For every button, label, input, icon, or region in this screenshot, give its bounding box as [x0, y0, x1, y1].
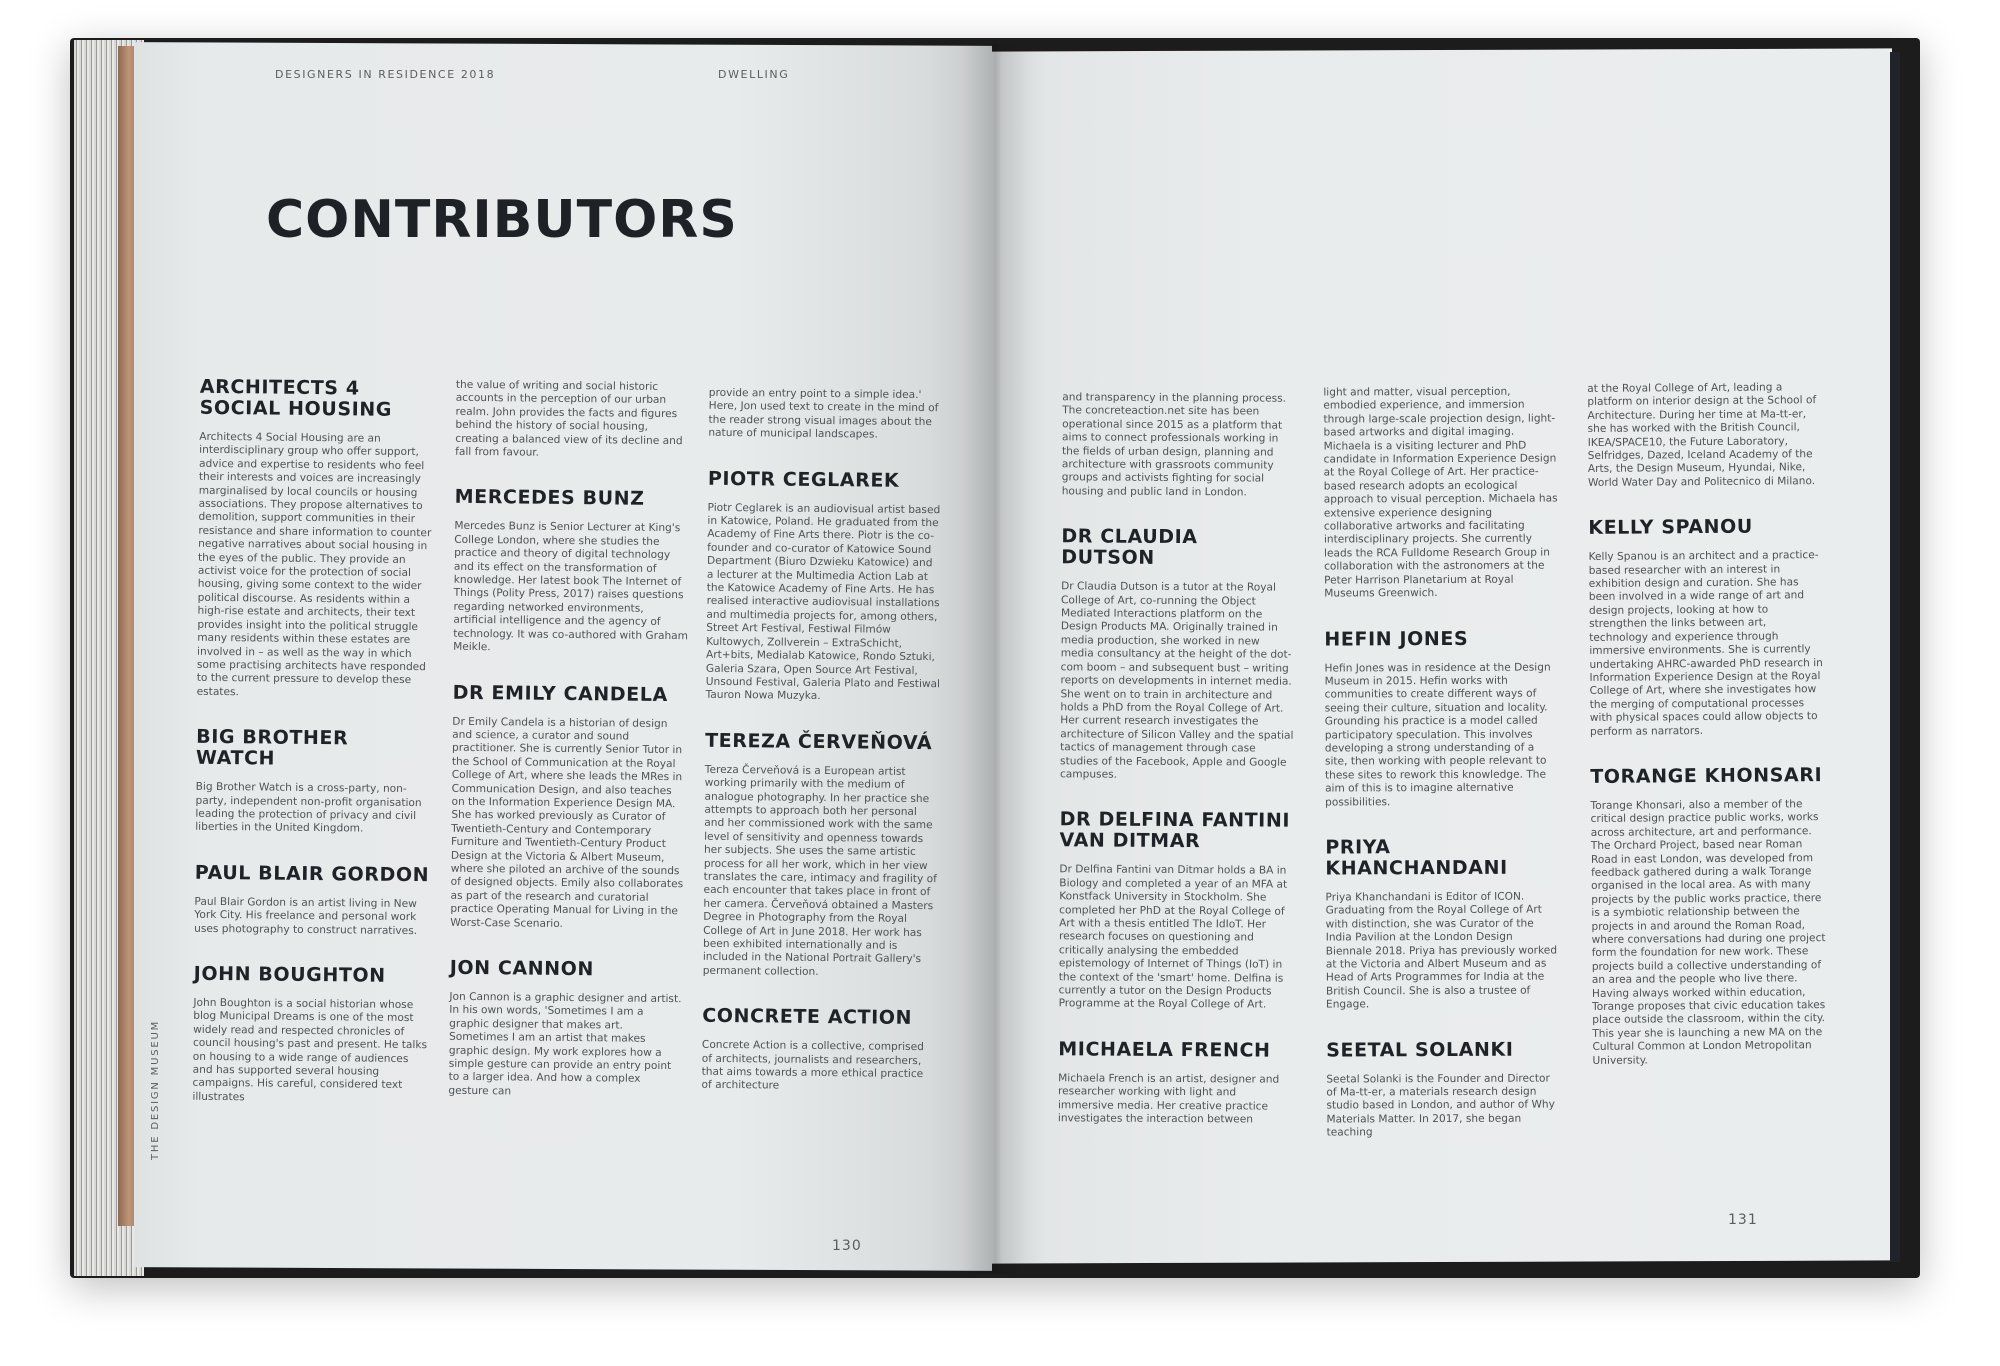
contributor-name: HEFIN JONES	[1324, 627, 1469, 651]
contributor-name: DR CLAUDIA DUTSON	[1061, 525, 1198, 570]
contributor-entry	[1325, 836, 1561, 1012]
contributor-name: DR DELFINA FANTINI VAN DITMAR	[1059, 808, 1291, 853]
contributor-bio: Mercedes Bunz is Senior Lecturer at King's College London, where she studies the practice and theory of digital technology and its effect on the transformation of knowledge. Her latest book The Internet of Things (Polity Press, 2017) raises questions regarding networked environments, artificial intelligence and the agency of technology. It was co-authored with Graham Meikle.	[453, 520, 689, 654]
continued-text: and transparency in the planning process. The concreteaction.net site has been operational since 2015 as a platform that aims to connect professionals working in the fields of urban design, planning and architecture with grassroots community groups and activists fighting for social housing and public land in London.	[1061, 391, 1287, 499]
contributor-name: PAUL BLAIR GORDON	[194, 861, 430, 886]
contributor-bio: Michaela French is an artist, designer and researcher working with light and immersive media. Her creative practice investigates the interaction between	[1057, 1072, 1280, 1126]
contributor-name: TORANGE KHONSARI	[1590, 764, 1823, 788]
contributor-bio: Dr Claudia Dutson is a tutor at the Royal College of Art, co-running the Object Mediated Interactions platform on the Design Products MA. Originally trained in media production, she worked in new media consultancy at the height of the dot-com boom – and subsequent bust – writing reports on developments in internet media. She went on to train in architecture and holds a PhD from the Royal College of Art. Her current research investigates the architecture of Silicon Valley and the spatial tactics of management through case studies of the Facebook, Apple and Google campuses.	[1059, 580, 1294, 781]
continued-text: provide an entry point to a simple idea.' Here, Jon used text to create in the mind of the reader strong visual images about the nature of municipal landscapes.	[708, 386, 939, 441]
contributor-bio: John Boughton is a social historian whose blog Municipal Dreams is one of the most widely read and respected chronicles of council housing's past and present. He talks on housing to a wide range of audiences and has supported several housing campaigns. His careful, considered text illustrates	[192, 996, 428, 1104]
contributor-entry	[1059, 810, 1295, 1013]
continued-text: at the Royal College of Art, leading a platform on interior design at the School of Architecture. During her time at Ma-tt-er, she has worked with the British Council, IKEA/SPACE10, the Future Laboratory, Selfridges, Dazed, Iceland Academy of the Arts, the Design Museum, Hyundai, Nike, World Water Day and Politecnico di Milano.	[1587, 381, 1817, 489]
continued-text: the value of writing and social historic accounts in the perception of our urban realm. John provides the facts and figures behind the history of social housing, creating a balanced view of its decline and fall from favour.	[455, 378, 683, 459]
contributor-bio: Paul Blair Gordon is an artist living in New York City. His freelance and personal work uses photography to construct narratives.	[194, 895, 418, 937]
contributor-name: PRIYA KHANCHANDANI	[1325, 836, 1508, 880]
contributor-entry	[706, 468, 943, 705]
contributor-name: SEETAL SOLANKI	[1326, 1038, 1514, 1062]
contributor-bio: Dr Delfina Fantini van Ditmar holds a BA in Biology and completed a year of an MFA at Konstfack University in Stockholm. She completed her PhD at the Royal College of Art with a thesis entitled The IdIoT. Her research focuses on questioning and critically analysing the embedded epistemology of Internet of Things (IoT) in the context of the 'smart' home. Delfina is currently a tutor on the Design Products Programme at the Royal College of Art.	[1058, 863, 1288, 1011]
contributor-entry	[194, 863, 430, 939]
contributor-entry	[1326, 1039, 1561, 1140]
column-6	[1587, 381, 1828, 1096]
contributor-bio: Architects 4 Social Housing are an interdisciplinary group who offer support, advice and expertise to residents who feel their interests and voices are increasingly marginalised by local councils or housing associations. They propose alternatives to demolition, support communities in their resistance and share information to counter negative narratives about social housing in the eyes of the public. They provide an activist voice for the protection of social housing, giving some context to the wider political discourse. As residents within a high-rise estate and architects, their text provides insight into the political struggle many residents within these estates are involved in – as well as the way in which some practising architects have responded to the current pressure to develop these estates.	[196, 430, 432, 698]
contributor-name: JOHN BOUGHTON	[193, 962, 386, 987]
contributor-bio: Jon Cannon is a graphic designer and artist. In his own words, 'Sometimes I am a graphic designer that makes art. Sometimes I am an artist that makes graphic design. My work explores how a simple gesture can provide an entry point to a larger idea. And how a complex gesture can	[448, 990, 682, 1098]
page-number-right: 131	[1728, 1212, 1758, 1228]
contributor-entry	[448, 958, 684, 1101]
contributor-entry	[703, 730, 941, 980]
contributor-name: MERCEDES BUNZ	[454, 486, 645, 511]
running-head-left: DESIGNERS IN RESIDENCE 2018	[275, 68, 496, 81]
contributor-entry	[701, 1006, 937, 1095]
contributor-name: ARCHITECTS 4 SOCIAL HOUSING	[199, 375, 393, 421]
contributor-entry	[1588, 516, 1825, 739]
contributor-bio: Seetal Solanki is the Founder and Director of Ma-tt-er, a materials research design studio based in London, and author of Why Materials Matter. In 2017, she began teaching	[1326, 1072, 1555, 1139]
contributor-entry	[1058, 1039, 1294, 1127]
column-5	[1323, 385, 1561, 1168]
contributor-bio: Big Brother Watch is a cross-party, non-party, independent non-profit organisation leading the protection of privacy and civil liberties in the United Kingdom.	[195, 780, 422, 835]
contributor-name: BIG BROTHER WATCH	[195, 725, 349, 770]
contributor-bio: Torange Khonsari, also a member of the critical design practice public works, works across architecture, art and performance. The Orchard Project, based near Roman Road in east London, was developed from feedback gathered during a walk Torange organised in the local area. As with many projects by the public works practice, there is a symbiotic relationship between the projects in and around the Roman Road, where conversations had during one project form the foundation for new work. These projects build a collective understanding of an area and the people who live there. Having always worked within education, Torange proposes that civic education takes place outside the classroom, within the city. This year she is launching a new MA on the Cultural Common at London Metropolitan University.	[1590, 798, 1826, 1067]
contributor-entry	[1590, 765, 1827, 1068]
gutter-shadow	[960, 44, 1030, 1274]
page-number-left: 130	[832, 1238, 862, 1254]
contributor-entry	[1324, 628, 1560, 809]
contributor-name: KELLY SPANOU	[1588, 515, 1754, 540]
book-edge-right	[1890, 52, 1900, 1262]
contributor-name: TEREZA ČERVEŇOVÁ	[705, 729, 933, 754]
contributor-entry	[450, 682, 688, 932]
contributor-entry	[453, 487, 690, 657]
contributor-bio: Kelly Spanou is an architect and a practice-based researcher with an interest in exhibition design and curation. She has been involved in a wide range of art and design projects, looking at how to strengthen the links between art, technology and experience through immersive environments. She is currently undertaking AHRC-awarded PhD research in Information Experience Design at the Royal College of Art, where she investigates how the merging of computational processes with physical spaces could allow objects to perform as narrators.	[1588, 549, 1823, 738]
running-head-center: DWELLING	[718, 68, 790, 81]
contributor-entry	[192, 964, 428, 1107]
contributor-bio: Tereza Červeňová is a European artist working primarily with the medium of analogue photography. In her practice she attempts to approach both her personal and her commissioned work with the same level of sensitivity and openness towards her subjects. She uses the same artistic process for all her work, which in her view translates the care, intimacy and fragility of each encounter that takes place in front of her camera. Červeňová obtained a Masters Degree in Photography from the Royal College of Art in June 2018. Her work has been exhibited internationally and is included in the National Portrait Gallery's permanent collection.	[702, 763, 937, 978]
contributor-name: CONCRETE ACTION	[702, 1004, 913, 1030]
contributor-entry	[1060, 527, 1297, 784]
contributor-bio: Priya Khanchandani is Editor of ICON. Graduating from the Royal College of Art with distinction, she was Curator of the India Pavilion at the London Design Biennale 2018. Priya has previously worked at the Victoria and Albert Museum and as Head of Arts Programmes for India at the British Council. She is also a trustee of Engage.	[1325, 890, 1558, 1011]
page-title: CONTRIBUTORS	[266, 190, 738, 250]
contributor-entry	[195, 727, 431, 837]
column-1	[192, 377, 435, 1135]
contributor-bio: Piotr Ceglarek is an audiovisual artist based in Katowice, Poland. He graduated from the Academy of Fine Arts there. Piotr is the co-founder and co-curator of Katowice Sound Department (Biuro Dzwieku Katowice) and a lecturer at the Multimedia Action Lab at the Katowice Academy of Fine Arts. He has realised interactive audiovisual installations and multimedia projects for, among others, Street Art Festival, Festiwal Filmów Kultowych, Zollverein – ExtraSchicht, Art+bits, Medialab Katowice, Rondo Sztuki, Galeria Szara, Open Source Art Festival, Unsound Festival, Galeria Plato and Festiwal Tauron Nowa Muzyka.	[705, 501, 941, 703]
contributor-name: MICHAELA FRENCH	[1058, 1038, 1271, 1062]
continued-text: light and matter, visual perception, embodied experience, and immersion through large-scale projection design, light-based artworks and digital imaging. Michaela is a visiting lecturer and PhD candidate in Information Experience Design at the Royal College of Art. Her practice-based research adopts an ecological approach to visual perception. Michaela has extensive experience designing collaborative artworks and facilitating interdisciplinary projects. She currently leads the RCA Fulldome Research Group in collaboration with the astronomers at the Peter Harrison Planetarium at Royal Museums Greenwich.	[1323, 385, 1558, 600]
contributor-bio: Dr Emily Candela is a historian of design and science, a curator and sound practitioner. She is currently Senior Tutor in the School of Communication at the Royal College of Art, where she leads the MRes in Communication Design, and also teaches on the Information Experience Design MA. She has worked previously as Curator of Twentieth-Century and Contemporary Furniture and Twentieth-Century Product Design at the Victoria & Albert Museum, where she piloted an archive of the sounds of designed objects. Emily also collaborates as part of the research and curatorial practice Operating Manual for Living in the Worst-Case Scenario.	[450, 715, 684, 930]
contributor-name: DR EMILY CANDELA	[452, 681, 668, 706]
contributor-name: PIOTR CEGLAREK	[707, 467, 900, 492]
column-4	[1058, 391, 1298, 1155]
column-2	[448, 379, 691, 1129]
contributor-name: JON CANNON	[449, 956, 595, 981]
contributor-bio: Concrete Action is a collective, comprised of architects, journalists and researchers, that aims towards a more ethical practice of architecture	[701, 1038, 924, 1093]
spine-text: THE DESIGN MUSEUM	[150, 1019, 161, 1160]
contributor-bio: Hefin Jones was in residence at the Design Museum in 2015. Hefin works with communities to create different ways of seeing their culture, situation and locality. Grounding his practice is a model called participatory speculation. This involves developing a strong understanding of a site, then working with people relevant to these sites to rework this knowledge. The aim of this is to imagine alternative possibilities.	[1324, 661, 1551, 809]
contributor-entry	[197, 377, 435, 702]
column-3	[701, 387, 944, 1123]
